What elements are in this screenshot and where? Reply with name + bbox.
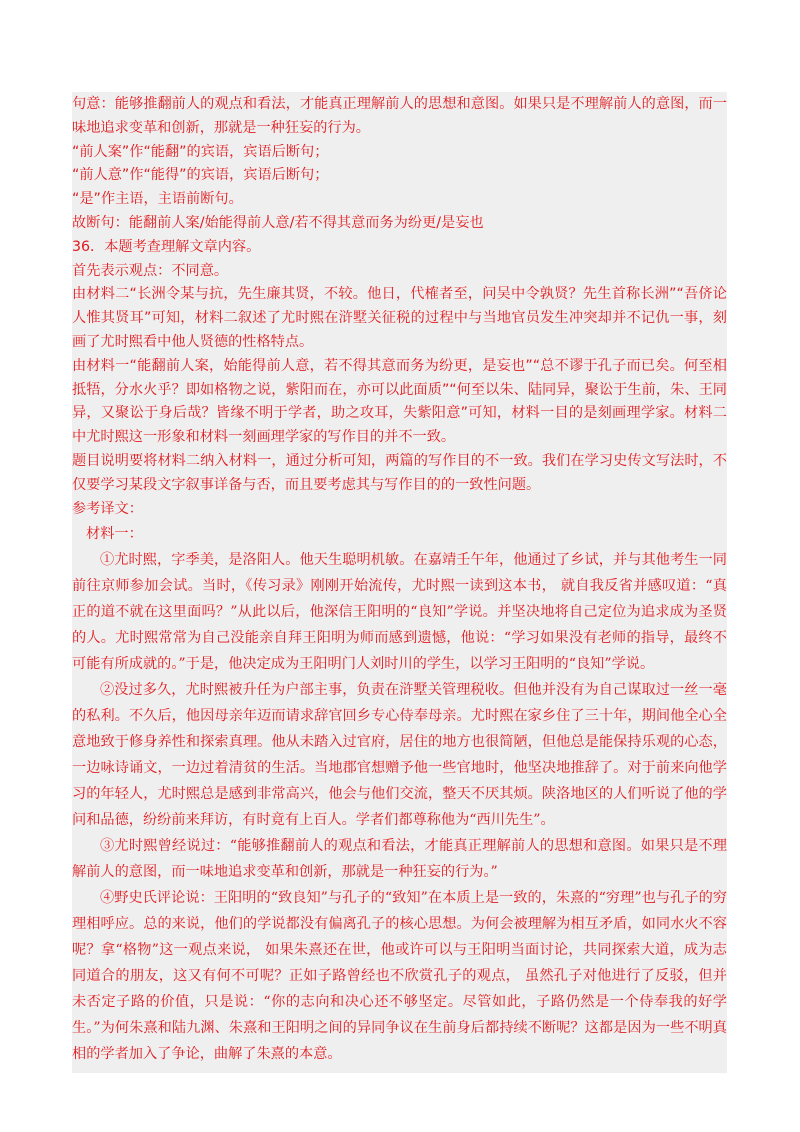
document-page xyxy=(72,92,727,1073)
explanation-line: “前人案”作“能翻”的宾语，宾语后断句； xyxy=(72,143,329,160)
translation-paragraph: ②没过多久，尤时熙被升任为户部主事，负责在浒墅关管理税收。但他并没有为自己谋取过一丝一毫的私利。不久后，他因母亲年迈而请求辞官回乡专心侍奉母亲。尤时熙在家乡住了三十年，期间他全心全意地致于修身养性和探索真理。他从未踏入过官府，居住的地方也很简陋，但他总是能保持乐观的心态，一边咏诗诵文，一边过着清贫的生活。当地郡官想赠予他一些官地时，他坚决地推辞了。对于前来向他学习的年轻人，尤时熙总是感到非常高兴，他会与他们交流，整天不厌其烦。陕洛地区的人们听说了他的学问和品德，纷纷前来拜访，有时竟有上百人。学者们都尊称他为“西川先生”。 xyxy=(72,682,727,829)
explanation-line: “前人意”作“能得”的宾语，宾语后断句； xyxy=(72,167,329,184)
question-heading: 36．本题考查理解文章内容。 xyxy=(72,238,261,255)
material-heading: 材料一： xyxy=(86,526,143,543)
explanation-line: 由材料二“长洲令某与抗，先生廉其贤，不较。他日，代榷者至，问吴中令孰贤？先生首称长洲”“吾侪论人惟其贤耳”可知，材料二叙述了尤时熙在浒墅关征税的过程中与当地官员发生冲突却并不记仇一事，刻画了尤时熙看中他人贤德的性格特点。 xyxy=(72,286,727,350)
translation-paragraph: ①尤时熙，字季美，是洛阳人。他天生聪明机敏。在嘉靖壬午年，他通过了乡试，并与其他考生一同前往京师参加会试。当时，《传习录》刚刚开始流传，尤时熙一读到这本书， 就自我反省并感叹道：“真正的道不就在这里面吗？”从此以后，他深信王阳明的“良知”学说。并坚决地将自己定位为追求成为圣贤的人。尤时熙常常为自己没能亲自拜王阳明为师而感到遗憾，他说：“学习如果没有老师的指导，最终不可能有所成就的。”于是，他决定成为王阳明门人刘时川的学生，以学习王阳明的“良知”学说。 xyxy=(72,552,727,673)
explanation-line: “是”作主语，主语前断句。 xyxy=(72,191,243,208)
explanation-line: 题目说明要将材料二纳入材料一，通过分析可知，两篇的写作目的不一致。我们在学习史传文写法时，不仅要学习某段文字叙事详备与否，而且要考虑其与写作目的的一致性问题。 xyxy=(72,452,727,493)
translation-label: 参考译文： xyxy=(72,500,143,517)
translation-paragraph: ④野史氏评论说：王阳明的“致良知”与孔子的“致知”在本质上是一致的，朱熹的“穷理”也与孔子的穷理相呼应。总的来说，他们的学说都没有偏离孔子的核心思想。为何会被理解为相互矛盾，如同水火不容呢？拿“格物”这一观点来说， 如果朱熹还在世，他或许可以与王阳明当面讨论，共同探索大道，成为志同道合的朋友，这又有何不可呢？正如子路曾经也不欣赏孔子的观点， 虽然孔子对他进行了反驳，但并未否定子路的价值，只是说：“你的志向和决心还不够坚定。尽管如此，子路仍然是一个侍奉我的好学生。”为何朱熹和陆九渊、朱熹和王阳明之间的异同争议在生前身后都持续不断呢？这都是因为一些不明真相的学者加入了争论，曲解了朱熹的本意。 xyxy=(72,890,727,1063)
answer-explanation xyxy=(72,92,727,521)
explanation-line: 由材料一“能翻前人案，始能得前人意，若不得其意而务为纷更，是妄也”“总不谬于孔子而已矣。何至相抵牾，分水火乎？即如格物之说，紫阳而在，亦可以此面质”“何至以朱、陆同异，聚讼于生前，朱、王同异，又聚讼于身后哉？皆缘不明于学者，助之攻耳，失紫阳意”可知，材料一目的是刻画理学家。材料二中尤时熙这一形象和材料一刻画理学家的写作目的并不一致。 xyxy=(72,357,727,446)
explanation-line: 故断句：能翻前人案/始能得前人意/若不得其意而务为纷更/是妄也 xyxy=(72,214,484,231)
translation-paragraph: ③尤时熙曾经说过：“能够推翻前人的观点和看法，才能真正理解前人的思想和意图。如果只是不理解前人的意图，而一味地追求变革和创新，那就是一种狂妄的行为。” xyxy=(72,838,727,881)
explanation-line: 句意：能够推翻前人的观点和看法，才能真正理解前人的思想和意图。如果只是不理解前人的意图，而一味地追求变革和创新，那就是一种狂妄的行为。 xyxy=(72,96,727,136)
explanation-line: 首先表示观点：不同意。 xyxy=(72,262,229,279)
reference-translation xyxy=(72,521,727,1073)
